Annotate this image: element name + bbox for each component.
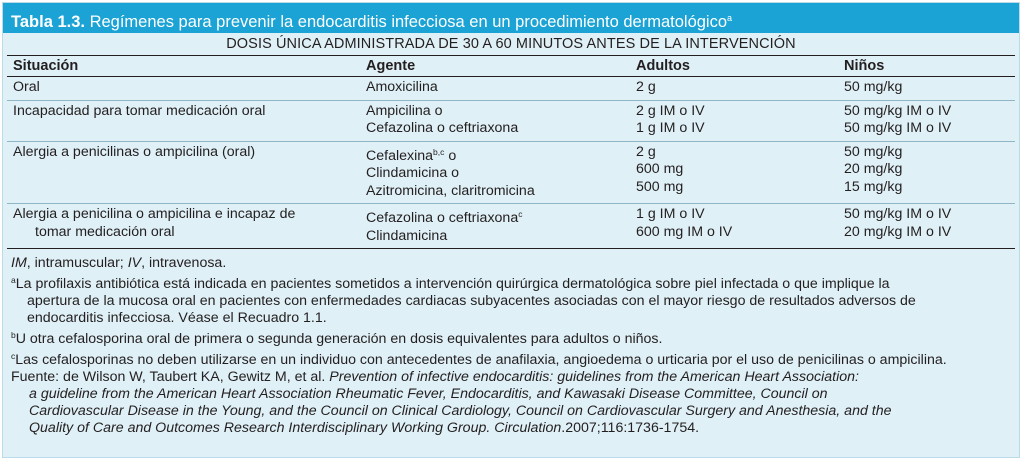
header-children: Niños xyxy=(838,56,1015,77)
footnote-a-cont: endocarditis infecciosa. Véase el Recuadro 1.1. xyxy=(27,310,327,326)
footnote-mark: c xyxy=(518,209,523,219)
header-row xyxy=(7,56,1015,77)
header-agent: Agente xyxy=(360,56,630,77)
situation-cell: Alergia a penicilinas o ampicilina (oral) xyxy=(7,141,360,204)
title-footnote-mark: a xyxy=(727,13,733,23)
source-citation-cont: a guideline from the American Heart Association Rheumatic Fever, Endocarditis, and Kawasaki Disease Committee, Council on xyxy=(29,386,828,402)
adult-dose-cell: 2 g IM o IV 1 g IM o IV xyxy=(630,100,838,141)
source-citation: Fuente: de Wilson W, Taubert KA, Gewitz M, et al. Prevention of infective endocarditis: guidelines from the American Heart Association: xyxy=(11,369,859,385)
table-row xyxy=(7,204,1015,249)
footnote-a-cont: apertura de la mucosa oral en pacientes con enfermedades cardiacas subyacentes asociadas con el mayor riesgo de resultados adversos de xyxy=(27,293,916,309)
child-dose-cell: 50 mg/kg IM o IV 50 mg/kg IM o IV xyxy=(838,100,1015,141)
header-situation: Situación xyxy=(7,56,360,77)
agent-cell: Amoxicilina xyxy=(366,79,438,95)
regimen-table xyxy=(7,56,1015,249)
table-row xyxy=(7,100,1015,141)
agent-cell: Cefalexina$^{b,c}$ o Clindamicina o Azitromicina, claritromicina xyxy=(360,141,630,204)
agent-cell: Cefazolina o ceftriaxona$^c$ Clindamicina xyxy=(360,204,630,249)
table-card xyxy=(2,2,1020,458)
footnote-c: $^c$Las cefalosporinas no deben utilizarse en un individuo con antecedentes de anafilaxia, angioedema o urticaria por el uso de penicilinas o ampicilina. xyxy=(11,351,947,368)
situation-cell: Alergia a penicilina o ampicilina e incapaz de tomar medicación oral xyxy=(7,204,360,249)
footnote-mark: b,c xyxy=(433,146,445,157)
agent-cell: Ampicilina o Cefazolina o ceftriaxona xyxy=(360,100,630,141)
footnote-b: $^b$U otra cefalosporina oral de primera o segunda generación en dosis equivalentes para adultos o niños. xyxy=(11,330,663,347)
child-dose-cell: 50 mg/kg 20 mg/kg 15 mg/kg xyxy=(838,141,1015,204)
footnote-a: $^a$La profilaxis antibiótica está indicada en pacientes sometidos a intervención quirúrgica dermatológica sobre piel infectada o que implique la xyxy=(11,275,890,292)
header-adults: Adultos xyxy=(630,56,838,77)
table-number: Tabla 1.3. xyxy=(11,13,85,31)
table-notes xyxy=(3,249,1019,437)
table-row xyxy=(7,141,1015,204)
adult-dose-cell: 2 g 600 mg 500 mg xyxy=(630,141,838,204)
table-subtitle: DOSIS ÚNICA ADMINISTRADA DE 30 A 60 MINUTOS ANTES DE LA INTERVENCIÓN xyxy=(226,36,796,52)
abbreviations-note: IM, intramuscular; IV, intravenosa. xyxy=(11,255,227,271)
adult-dose-cell: 1 g IM o IV 600 mg IM o IV xyxy=(630,204,838,249)
adult-dose-cell: 2 g xyxy=(636,79,656,95)
table-title-bar xyxy=(3,3,1019,33)
child-dose-cell: 50 mg/kg xyxy=(844,79,903,95)
source-citation-cont: Cardiovascular Disease in the Young, and the Council on Clinical Cardiology, Council on Cardiovascular Surgery and Anesthesia, and the xyxy=(29,403,892,419)
situation-cell: Incapacidad para tomar medicación oral xyxy=(7,100,360,141)
child-dose-cell: 50 mg/kg IM o IV 20 mg/kg IM o IV xyxy=(838,204,1015,249)
table-row xyxy=(7,77,1015,101)
source-citation-cont: Quality of Care and Outcomes Research Interdisciplinary Working Group. Circulation.2007;116:1736-1754. xyxy=(29,420,700,436)
table-title: Regímenes para prevenir la endocarditis infecciosa en un procedimiento dermatológico xyxy=(89,13,728,31)
situation-cell: Oral xyxy=(13,79,40,95)
